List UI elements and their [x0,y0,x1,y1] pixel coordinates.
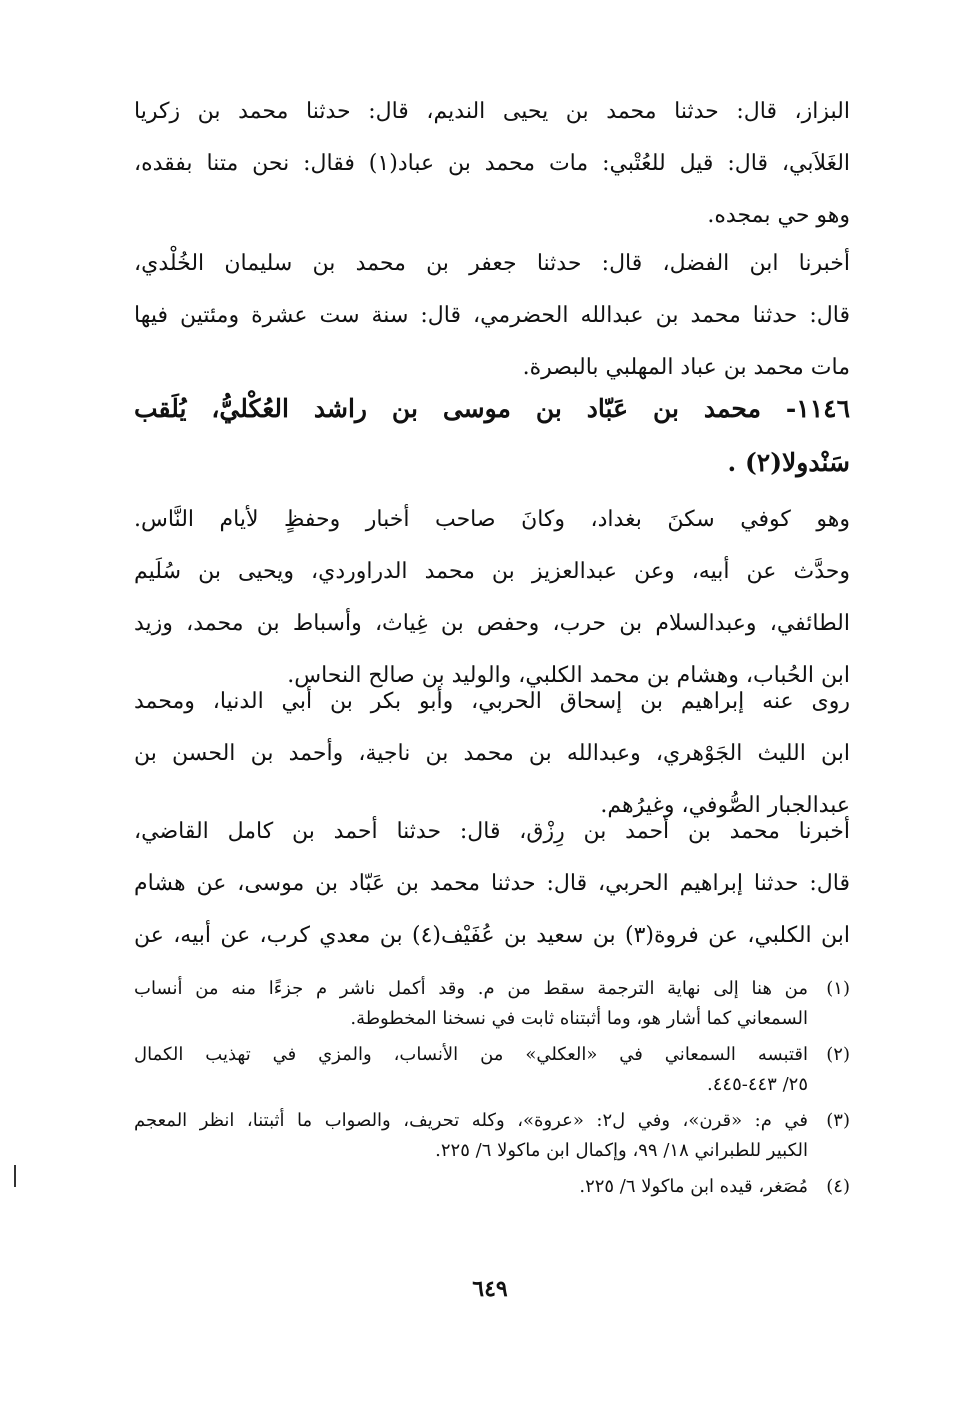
footnote-line: السمعاني كما أشار هو، وما أثبتناه ثابت في نسخنا المخطوطة. [350,1008,808,1029]
footnote-2 [134,1040,850,1100]
heading-line: ١١٤٦- محمد بن عَبّاد بن موسى بن راشد العُكْليُّ، يُلَقب [134,394,850,423]
text-line: ابن الكلبي، عن فروة(٣) بن سعيد بن عُفَيْف(٤) بن معدي كرب، عن أبيه، عن [134,923,850,948]
footnote-number: (٢) [826,1044,850,1065]
footnote-line: من هنا إلى نهاية الترجمة سقط من م. وقد أكمل ناشر م جزءًا منه من أنساب [134,978,808,999]
footnote-line: مُصَغر، قيده ابن ماكولا ٦/ ٢٢٥. [579,1176,808,1197]
paragraph-2 [134,238,850,394]
text-line: قال: حدثنا محمد بن عبدالله الحضرمي، قال: سنة ست عشرة ومئتين فيها [134,303,850,328]
footnote-line: الكبير للطبراني ١٨/ ٩٩، وإكمال ابن ماكولا ٦/ ٢٢٥. [435,1140,808,1161]
text-line: قال: حدثنا إبراهيم الحربي، قال: حدثنا محمد بن عَبّاد بن موسى، عن هشام [134,871,850,896]
text-line: الغَلاَبي، قال: قيل للعُتْبي: مات محمد بن عباد(١) فقال: نحن متنا بفقده، [134,151,851,176]
text-line: وهو حي بمجده. [707,203,850,228]
page-number: ٦٤٩ [472,1276,508,1302]
footnote-1 [134,974,850,1034]
text-line: وهو كوفي سكنَ بغداد، وكانَ صاحب أخبار وحفظٍ لأيام النَّاس. [134,507,850,532]
text-line: ابن الحُباب، وهشام بن محمد الكلبي، والوليد بن صالح النحاس. [287,663,850,688]
footnotes [134,974,850,1208]
footnote-4 [134,1172,850,1202]
text-line: وحدَّث عن أبيه، وعن عبدالعزيز بن محمد الدراوردي، ويحيى بن سُلَيم [134,559,850,584]
footnote-3 [134,1106,850,1166]
text-line: عبدالجبار الصُّوفي، وغيرُهم. [600,793,850,818]
paragraph-1 [134,86,850,242]
text-line: أخبرنا ابن الفضل، قال: حدثنا جعفر بن محمد بن سليمان الخُلْدي، [134,251,850,276]
paragraph-3 [134,494,850,702]
text-line: أخبرنا محمد بن أحمد بن رِزْق، قال: حدثنا أحمد بن كامل القاضي، [134,819,850,844]
text-line: ابن الليث الجَوْهري، وعبدالله بن محمد بن ناجية، وأحمد بن الحسن بن [134,741,850,766]
footnote-line: ٢٥/ ٤٤٣-٤٤٥. [707,1074,808,1095]
text-line: روى عنه إبراهيم بن إسحاق الحربي، وأبو بكر بن أبي الدنيا، ومحمد [134,689,850,714]
entry-heading [134,382,850,490]
scan-margin-mark [14,1165,16,1187]
heading-line: سَنْدولا(٢) . [727,448,850,477]
text-line: البزاز، قال: حدثنا محمد بن يحيى النديم، قال: حدثنا محمد بن زكريا [134,99,850,124]
footnote-number: (١) [826,978,850,999]
footnote-line: اقتبسه السمعاني في «العكلي» من الأنساب، والمزي في تهذيب الكمال [134,1044,808,1065]
footnote-number: (٣) [826,1110,850,1131]
text-line: الطائفي، وعبدالسلام بن حرب، وحفص بن غِياث، وأسباط بن محمد، وزيد [134,611,850,636]
footnote-line: في م: «قرن»، وفي ل٢: «عروة»، وكله تحريف، والصواب ما أثبتنا، انظر المعجم [134,1110,808,1131]
footnote-number: (٤) [826,1176,850,1197]
text-line: مات محمد بن عباد المهلبي بالبصرة. [522,355,850,380]
paragraph-5 [134,806,850,962]
